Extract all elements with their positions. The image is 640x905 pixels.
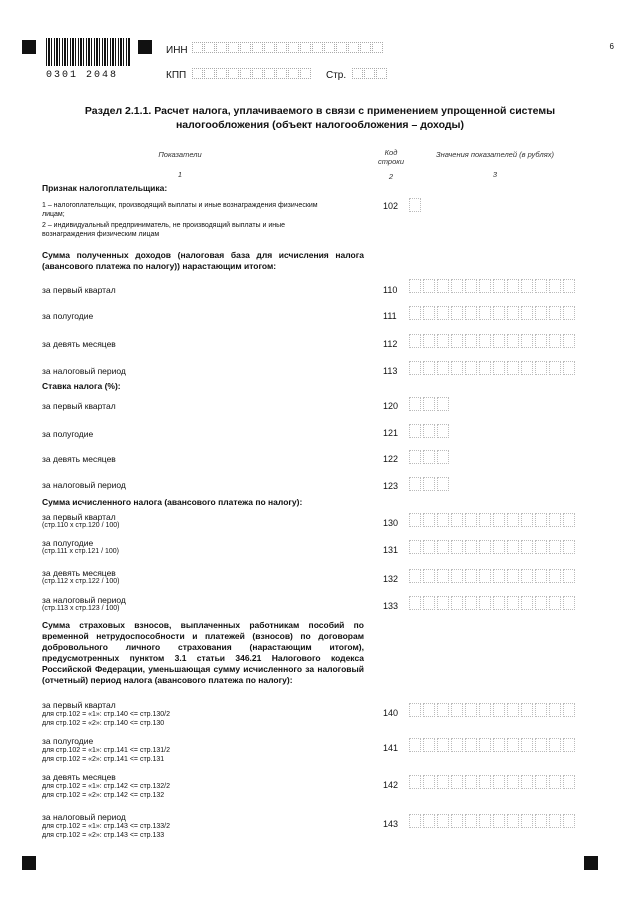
cond-141-a: для стр.102 = «1»: стр.141 <= стр.131/2 — [42, 747, 171, 754]
cond-141-b: для стр.102 = «2»: стр.141 <= стр.131 — [42, 756, 165, 763]
col-header-2: Код строки — [378, 148, 404, 166]
col-header-2-num: 2 — [388, 172, 394, 181]
value-131[interactable] — [409, 540, 577, 554]
col-header-3: Значения показателей (в рублях) — [436, 150, 554, 159]
value-133[interactable] — [409, 596, 577, 610]
title-line-2: налогообложения (объект налогообложения – доходы) — [175, 119, 465, 131]
value-142[interactable] — [409, 775, 577, 789]
corner-marker-top-left — [22, 40, 36, 54]
value-110[interactable] — [409, 279, 577, 293]
label-113: за налоговый период — [42, 366, 126, 376]
value-121[interactable] — [409, 424, 451, 438]
cond-140-b: для стр.102 = «2»: стр.140 <= стр.130 — [42, 720, 165, 727]
value-132[interactable] — [409, 569, 577, 583]
code-130: 130 — [383, 518, 399, 528]
dohody-heading: Сумма полученных доходов (налоговая база для исчисления налога (авансового платежа по налогу)) нарастающим итогом: — [42, 250, 364, 271]
col-header-3-num: 3 — [492, 170, 498, 179]
label-111: за полугодие — [42, 311, 94, 321]
formula-133: (стр.113 х стр.123 / 100) — [42, 605, 120, 612]
code-133: 133 — [383, 601, 399, 611]
code-121: 121 — [383, 428, 399, 438]
code-143: 143 — [383, 819, 399, 829]
stavka-heading: Ставка налога (%): — [42, 381, 121, 391]
label-112: за девять месяцев — [42, 339, 116, 349]
value-112[interactable] — [409, 334, 577, 348]
cond-142-a: для стр.102 = «1»: стр.142 <= стр.132/2 — [42, 783, 171, 790]
label-132: за девять месяцев — [42, 568, 116, 578]
priznak-option-1: 1 – налогоплательщик, производящий выплаты и иные вознаграждения физическим лицам; — [42, 202, 318, 218]
formula-132: (стр.112 х стр.122 / 100) — [42, 578, 120, 585]
inn-cells[interactable] — [192, 42, 384, 53]
label-130: за первый квартал — [42, 512, 116, 522]
code-112: 112 — [383, 339, 398, 349]
value-120[interactable] — [409, 397, 451, 411]
page-str-cells[interactable] — [352, 68, 388, 79]
value-122[interactable] — [409, 450, 451, 464]
formula-130: (стр.110 х стр.120 / 100) — [42, 522, 120, 529]
ischisl-heading: Сумма исчисленного налога (авансового платежа по налогу): — [42, 497, 303, 507]
code-111: 111 — [383, 311, 397, 321]
kpp-label: КПП — [166, 70, 187, 81]
code-102: 102 — [383, 201, 399, 211]
priznak-option-2: 2 – индивидуальный предприниматель, не производящий выплаты и иные вознаграждения физическим лицам — [42, 222, 286, 238]
code-141: 141 — [383, 743, 399, 753]
col-header-1: Показатели — [158, 150, 202, 159]
label-121: за полугодие — [42, 429, 94, 439]
cond-143-b: для стр.102 = «2»: стр.143 <= стр.133 — [42, 832, 165, 839]
label-140: за первый квартал — [42, 700, 116, 710]
value-123[interactable] — [409, 477, 451, 491]
code-123: 123 — [383, 481, 399, 491]
corner-marker-bottom-right — [584, 856, 598, 870]
page-corner-number: 6 — [609, 42, 614, 51]
col-header-1-num: 1 — [177, 170, 183, 179]
label-120: за первый квартал — [42, 401, 116, 411]
kpp-cells[interactable] — [192, 68, 312, 79]
strah-heading: Сумма страховых взносов, выплаченных работникам пособий по временной нетрудоспособности и платежей (взносов) по договорам добровольного личного страхования (нарастающим итогом), предусмотренных пунктом 3.1 статьи 346.21 Налогового кодекса Российской Федерации, уменьшающая сумму исчисленного за налоговый (отчетный) период налога (авансового платежа по налогу): — [42, 620, 364, 685]
label-143: за налоговый период — [42, 812, 126, 822]
code-142: 142 — [383, 780, 399, 790]
code-110: 110 — [383, 285, 398, 295]
cond-142-b: для стр.102 = «2»: стр.142 <= стр.132 — [42, 792, 165, 799]
code-113: 113 — [383, 366, 398, 376]
cond-143-a: для стр.102 = «1»: стр.143 <= стр.133/2 — [42, 823, 171, 830]
label-123: за налоговый период — [42, 480, 126, 490]
label-110: за первый квартал — [42, 285, 116, 295]
value-102[interactable] — [409, 198, 423, 212]
cond-140-a: для стр.102 = «1»: стр.140 <= стр.130/2 — [42, 711, 171, 718]
corner-marker-top-mid — [138, 40, 152, 54]
label-141: за полугодие — [42, 736, 94, 746]
code-122: 122 — [383, 454, 399, 464]
label-131: за полугодие — [42, 538, 94, 548]
value-143[interactable] — [409, 814, 577, 828]
label-142: за девять месяцев — [42, 772, 116, 782]
value-130[interactable] — [409, 513, 577, 527]
priznak-heading: Признак налогоплательщика: — [42, 183, 168, 193]
value-113[interactable] — [409, 361, 577, 375]
code-131: 131 — [383, 545, 399, 555]
code-120: 120 — [383, 401, 399, 411]
label-122: за девять месяцев — [42, 454, 116, 464]
label-133: за налоговый период — [42, 595, 126, 605]
page-str-label: Стр. — [326, 70, 347, 81]
code-132: 132 — [383, 574, 399, 584]
corner-marker-bottom-left — [22, 856, 36, 870]
value-140[interactable] — [409, 703, 577, 717]
barcode-number: 0301 2048 — [46, 70, 119, 81]
code-140: 140 — [383, 708, 399, 718]
title-line-1: Раздел 2.1.1. Расчет налога, уплачиваемого в связи с применением упрощенной системы — [84, 105, 556, 117]
formula-131: (стр.111 х стр.121 / 100) — [42, 548, 119, 555]
section-title — [40, 104, 600, 132]
barcode — [46, 38, 130, 66]
value-141[interactable] — [409, 738, 577, 752]
inn-label: ИНН — [166, 45, 188, 56]
value-111[interactable] — [409, 306, 577, 320]
